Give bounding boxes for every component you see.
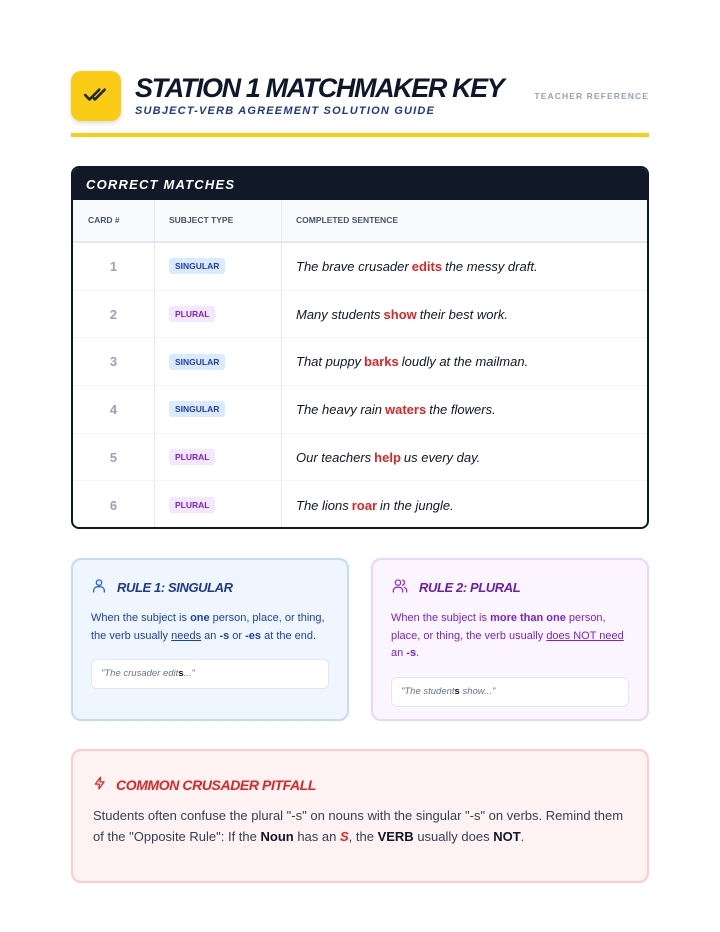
pitfall-description: Students often confuse the plural "-s" on nouns with the singular "-s" on verbs. Remind them of the "Opposite Rule": If the Noun has an S, the VERB usually does NOT. (93, 808, 624, 844)
user-icon (91, 578, 117, 597)
card-number: 1 (73, 243, 155, 290)
table-column-headers (73, 200, 647, 243)
sentence-rest: the messy draft. (445, 258, 538, 274)
pitfall-title: COMMON CRUSADER PITFALL (116, 776, 317, 793)
rule-1-card (71, 558, 349, 721)
logo-badge (71, 71, 121, 121)
subject-type-cell (155, 338, 282, 385)
sentence-verb: roar (351, 497, 378, 513)
subject-type-cell (155, 434, 282, 481)
pitfall-heading (93, 775, 627, 794)
subject-type-badge: SINGULAR (169, 258, 225, 274)
sentence-verb: edits (411, 258, 443, 274)
card-number: 2 (73, 291, 155, 338)
table-row (73, 291, 647, 339)
rule-2-heading (391, 578, 629, 597)
rule-1-heading (91, 578, 329, 597)
rule-1-example: "The crusader edits..." (91, 659, 329, 689)
page-title: STATION 1 MATCHMAKER KEY (135, 73, 504, 103)
sentence-verb: barks (364, 354, 399, 370)
teacher-reference-label: TEACHER REFERENCE (534, 91, 649, 101)
subject-type-badge: PLURAL (169, 497, 215, 513)
page-subtitle: SUBJECT-VERB AGREEMENT SOLUTION GUIDE (135, 105, 436, 117)
column-header-sentence: COMPLETED SENTENCE (296, 215, 399, 225)
sentence-subject: The heavy rain (296, 401, 382, 417)
card-number: 3 (73, 338, 155, 385)
subject-type-cell (155, 481, 282, 529)
completed-sentence (282, 481, 647, 529)
completed-sentence (282, 386, 647, 433)
table-body (73, 243, 647, 529)
rule-1-description: When the subject is one person, place, or thing, the verb usually needs an -s or -es at the end. (91, 612, 325, 642)
sentence-rest: their best work. (419, 306, 508, 322)
sentence-rest: us every day. (403, 449, 481, 465)
correct-matches-table (71, 166, 649, 529)
sentence-verb: show (383, 306, 417, 322)
completed-sentence (282, 338, 647, 385)
subject-type-badge: SINGULAR (169, 401, 225, 417)
subject-type-badge: PLURAL (169, 306, 215, 322)
card-number: 6 (73, 481, 155, 529)
table-row (73, 481, 647, 529)
table-row (73, 338, 647, 386)
table-row (73, 243, 647, 291)
subject-type-cell (155, 243, 282, 290)
double-check-icon (83, 81, 109, 112)
card-number: 5 (73, 434, 155, 481)
sentence-verb: help (374, 449, 401, 465)
completed-sentence (282, 243, 647, 290)
table-heading: CORRECT MATCHES (73, 168, 647, 200)
table-row (73, 434, 647, 482)
sentence-verb: waters (385, 401, 427, 417)
table-row (73, 386, 647, 434)
sentence-subject: Many students (296, 306, 381, 322)
column-header-subject-type: SUBJECT TYPE (155, 200, 282, 241)
sentence-rest: in the jungle. (380, 497, 454, 513)
subject-type-badge: SINGULAR (169, 354, 225, 370)
sentence-rest: the flowers. (429, 401, 496, 417)
subject-type-badge: PLURAL (169, 449, 215, 465)
completed-sentence (282, 291, 647, 338)
pitfall-card (71, 749, 649, 883)
rule-2-description: When the subject is more than one person, place, or thing, the verb usually does NOT need an -s. (391, 612, 624, 659)
sentence-subject: That puppy (296, 354, 362, 370)
sentence-rest: loudly at the mailman. (401, 354, 529, 370)
page-header (71, 71, 649, 137)
subject-type-cell (155, 291, 282, 338)
header-divider (71, 133, 649, 137)
rule-2-title: RULE 2: PLURAL (419, 580, 521, 595)
rule-2-example: "The students show..." (391, 677, 629, 707)
sentence-subject: The brave crusader (296, 258, 409, 274)
card-number: 4 (73, 386, 155, 433)
users-icon (391, 578, 419, 597)
rule-2-card (371, 558, 649, 721)
sentence-subject: Our teachers (296, 449, 372, 465)
sentence-subject: The lions (296, 497, 349, 513)
rule-1-title: RULE 1: SINGULAR (117, 580, 233, 595)
subject-type-cell (155, 386, 282, 433)
lightning-icon (93, 775, 116, 794)
completed-sentence (282, 434, 647, 481)
column-header-card: CARD # (73, 200, 155, 241)
